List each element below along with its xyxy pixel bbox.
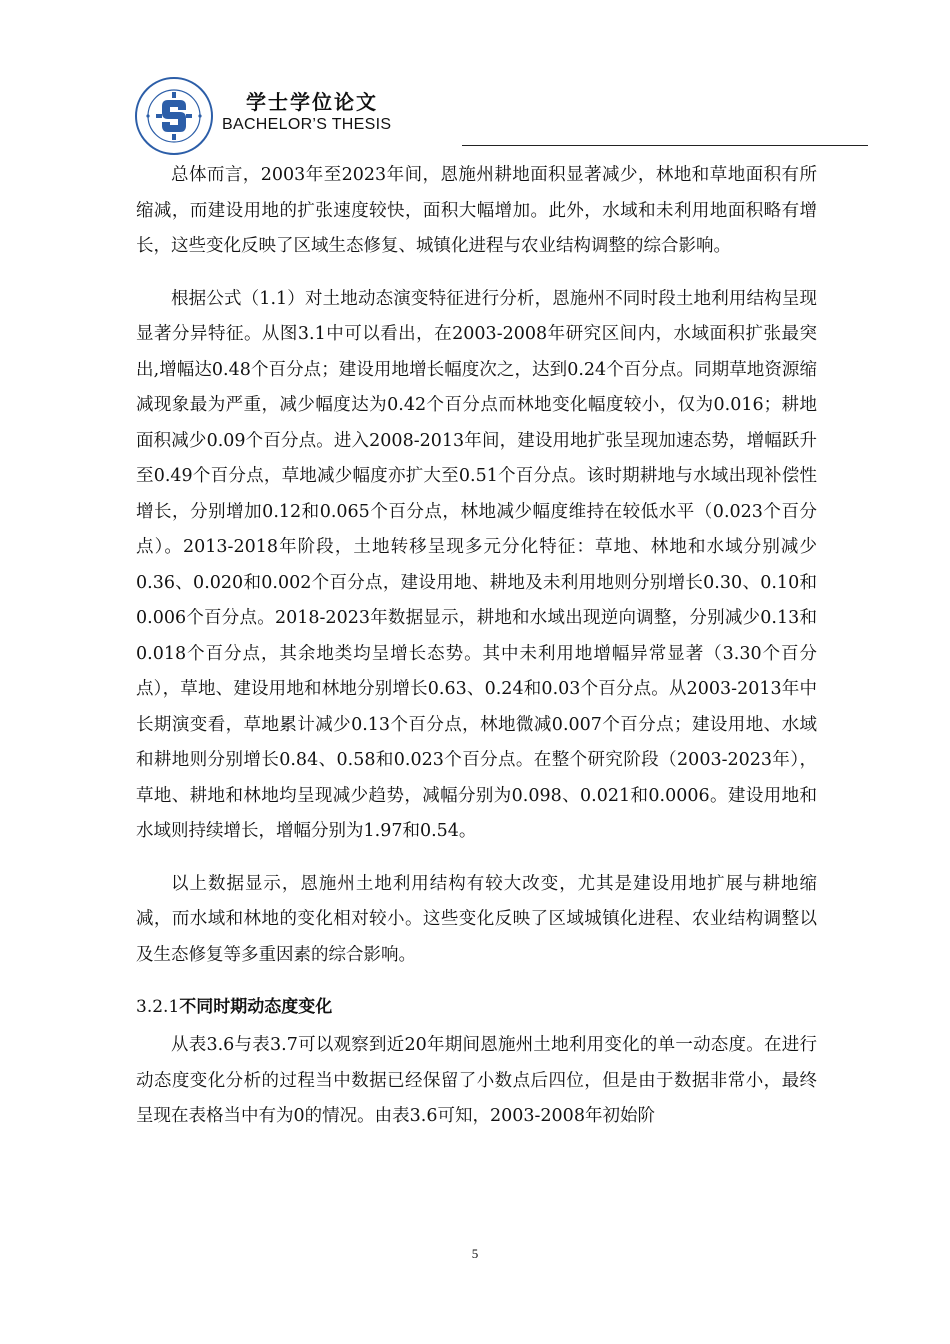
section-heading [136, 990, 817, 1024]
section-title: 不同时期动态度变化 [179, 997, 333, 1017]
paragraph-conclusion: 以上数据显示，恩施州土地利用结构有较大改变，尤其是建设用地扩展与耕地缩减，而水域和林地的变化相对较小。这些变化反映了区域城镇化进程、农业结构调整以及生态修复等多重因素的综合影响。 [136, 873, 817, 965]
paragraph-summary: 总体而言，2003年至2023年间，恩施州耕地面积显著减少，林地和草地面积有所缩减，而建设用地的扩张速度较快，面积大幅增加。此外，水域和未利用地面积略有增长，这些变化反映了区域生态修复、城镇化进程与农业结构调整的综合影响。 [136, 165, 817, 256]
page-header [134, 72, 870, 162]
page-number: 5 [471, 1246, 479, 1261]
header-divider [462, 145, 868, 146]
paragraph-dynamics: 从表3.6与表3.7可以观察到近20年期间恩施州土地利用变化的单一动态度。在进行动态度变化分析的过程当中数据已经保留了小数点后四位，但是由于数据非常小，最终呈现在表格当中有为0的情况。由表3.6可知，2003-2008年初始阶 [136, 1035, 817, 1126]
page-body [136, 158, 817, 1152]
thesis-title-english: BACHELOR’S THESIS [222, 116, 392, 133]
paragraph-analysis: 根据公式（1.1）对土地动态演变特征进行分析，恩施州不同时段土地利用结构呈现显著分异特征。从图3.1中可以看出，在2003-2008年研究区间内，水域面积扩张最突出,增幅达0.48个百分点；建设用地增长幅度次之，达到0.24个百分点。同期草地资源缩减现象最为严重，减少幅度达为0.42个百分点而林地变化幅度较小，仅为0.016；耕地面积减少0.09个百分点。进入2008-2013年间，建设用地扩张呈现加速态势，增幅跃升至0.49个百分点，草地减少幅度亦扩大至0.51个百分点。该时期耕地与水域出现补偿性增长，分别增加0.12和0.065个百分点，林地减少幅度维持在较低水平（0.023个百分点）。2013-2018年阶段，土地转移呈现多元分化特征：草地、林地和水域分别减少0.36、0.020和0.002个百分点，建设用地、耕地及未利用地则分别增长0.30、0.10和0.006个百分点。2018-2023年数据显示，耕地和水域出现逆向调整，分别减少0.13和0.018个百分点，其余地类均呈增长态势。其中未利用地增幅异常显著（3.30个百分点），草地、建设用地和林地分别增长0.63、0.24和0.03个百分点。从2003-2013年中长期演变看，草地累计减少0.13个百分点，林地微减0.007个百分点；建设用地、水域和耕地则分别增长0.84、0.58和0.023个百分点。在整个研究阶段（2003-2023年），草地、耕地和林地均呈现减少趋势，减幅分别为0.098、0.021和0.0006。建设用地和水域则持续增长，增幅分别为1.97和0.54。 [136, 288, 818, 841]
section-number: 3.2.1 [136, 997, 180, 1017]
university-logo-icon [134, 76, 214, 156]
thesis-title-chinese: 学士学位论文 [246, 90, 378, 114]
